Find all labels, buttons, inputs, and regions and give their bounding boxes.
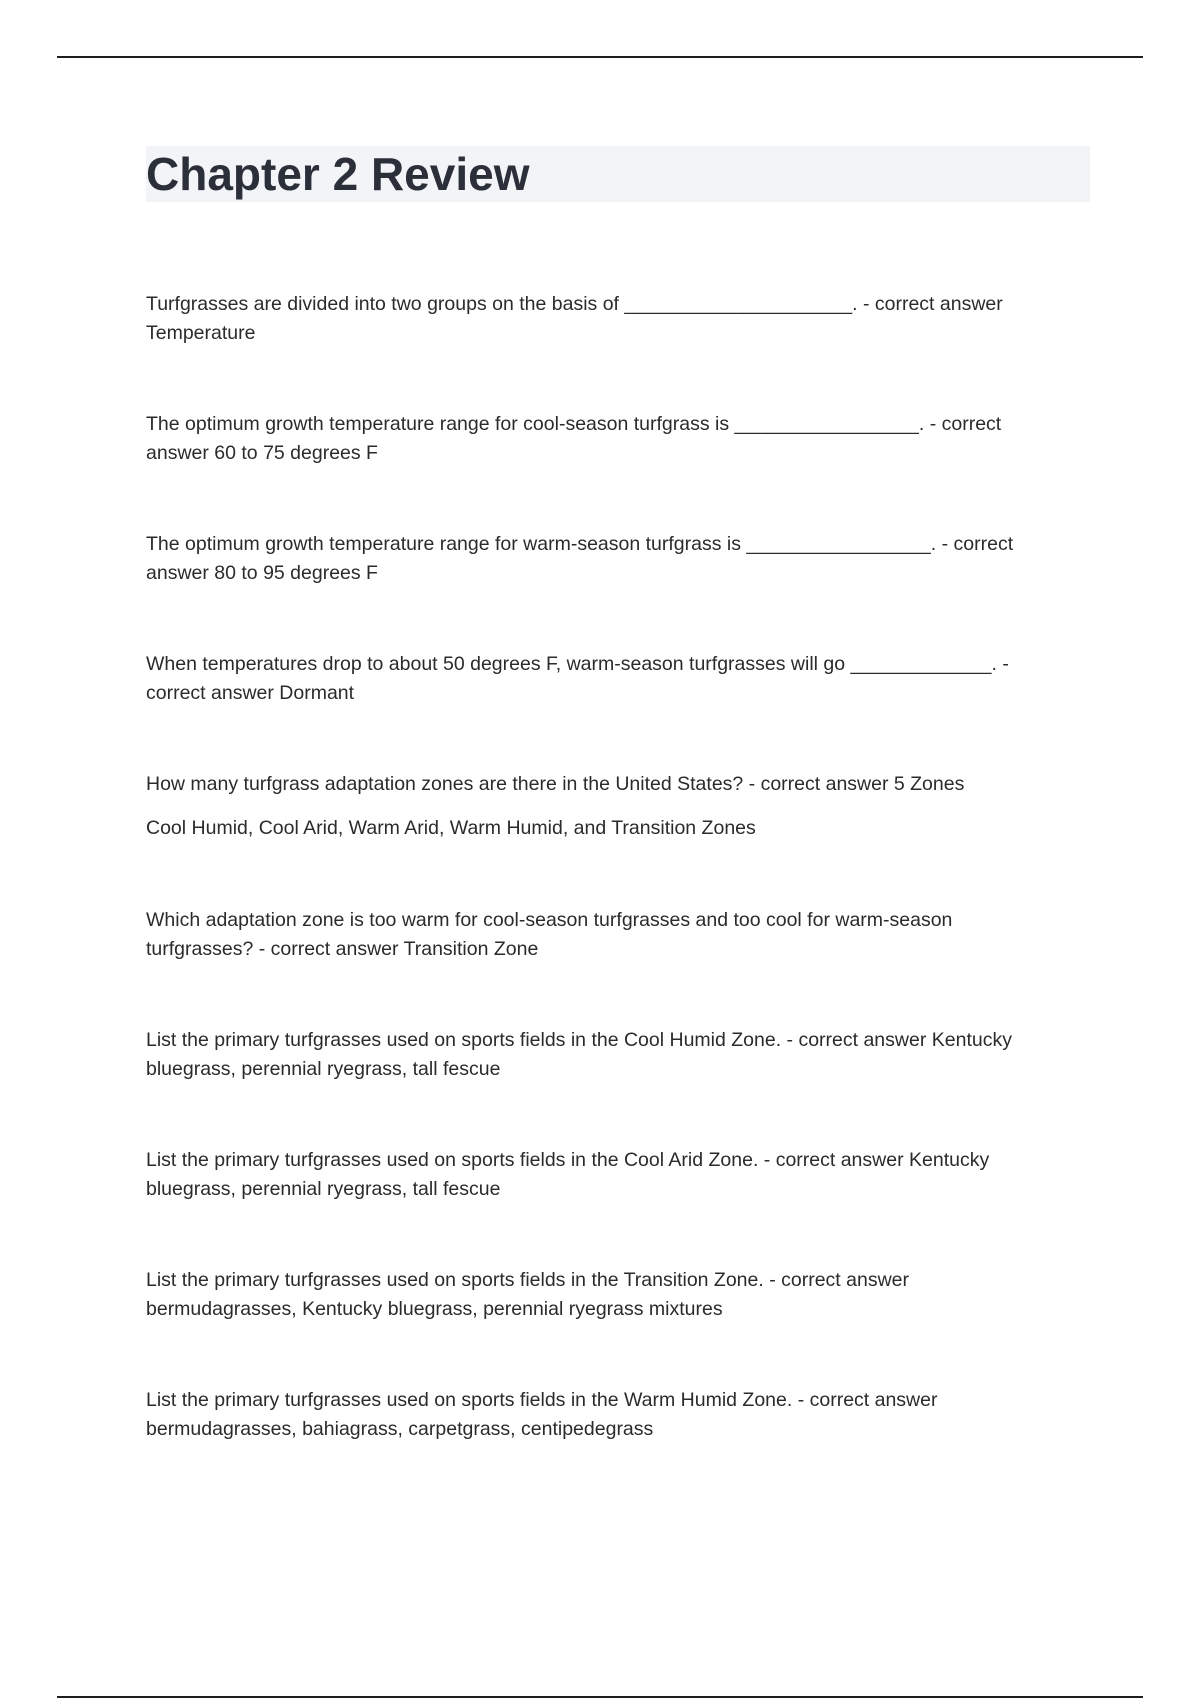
- top-divider: [57, 56, 1143, 58]
- qa-text: The optimum growth temperature range for cool-season turfgrass is _________________. - correct answer 60 to 75 degrees F: [146, 413, 1002, 464]
- qa-text: Turfgrasses are divided into two groups on the basis of _____________________. - correct answer Temperature: [146, 293, 1003, 344]
- qa-extra-text: Cool Humid, Cool Arid, Warm Arid, Warm Humid, and Transition Zones: [146, 817, 756, 839]
- title-banner: [146, 146, 1090, 202]
- qa-text: List the primary turfgrasses used on sports fields in the Warm Humid Zone. - correct answer bermudagrasses, bahiagrass, carpetgrass, centipedegrass: [146, 1389, 938, 1440]
- qa-item-10: [146, 1386, 1046, 1444]
- bottom-divider: [57, 1696, 1143, 1698]
- qa-item-8: [146, 1146, 1046, 1204]
- qa-item-2: [146, 410, 1046, 468]
- qa-text: List the primary turfgrasses used on sports fields in the Transition Zone. - correct answer bermudagrasses, Kentucky bluegrass, perennial ryegrass mixtures: [146, 1269, 909, 1320]
- qa-text: The optimum growth temperature range for warm-season turfgrass is _________________. - correct answer 80 to 95 degrees F: [146, 533, 1014, 584]
- page-title: Chapter 2 Review: [146, 148, 530, 200]
- qa-item-3: [146, 530, 1046, 588]
- qa-item-7: [146, 1026, 1046, 1084]
- qa-text: How many turfgrass adaptation zones are there in the United States? - correct answer 5 Zones: [146, 773, 965, 795]
- qa-text: When temperatures drop to about 50 degrees F, warm-season turfgrasses will go _____________. - correct answer Dormant: [146, 653, 1009, 704]
- qa-item-6: [146, 906, 1046, 964]
- qa-item-4: [146, 650, 1046, 708]
- qa-item-1: [146, 290, 1046, 348]
- qa-text: List the primary turfgrasses used on sports fields in the Cool Arid Zone. - correct answer Kentucky bluegrass, perennial ryegrass, tall fescue: [146, 1149, 990, 1200]
- qa-item-5: [146, 770, 1046, 843]
- qa-item-9: [146, 1266, 1046, 1324]
- qa-text: List the primary turfgrasses used on sports fields in the Cool Humid Zone. - correct answer Kentucky bluegrass, perennial ryegrass, tall fescue: [146, 1029, 1012, 1080]
- qa-text: Which adaptation zone is too warm for cool-season turfgrasses and too cool for warm-season turfgrasses? - correct answer Transition Zone: [146, 909, 953, 960]
